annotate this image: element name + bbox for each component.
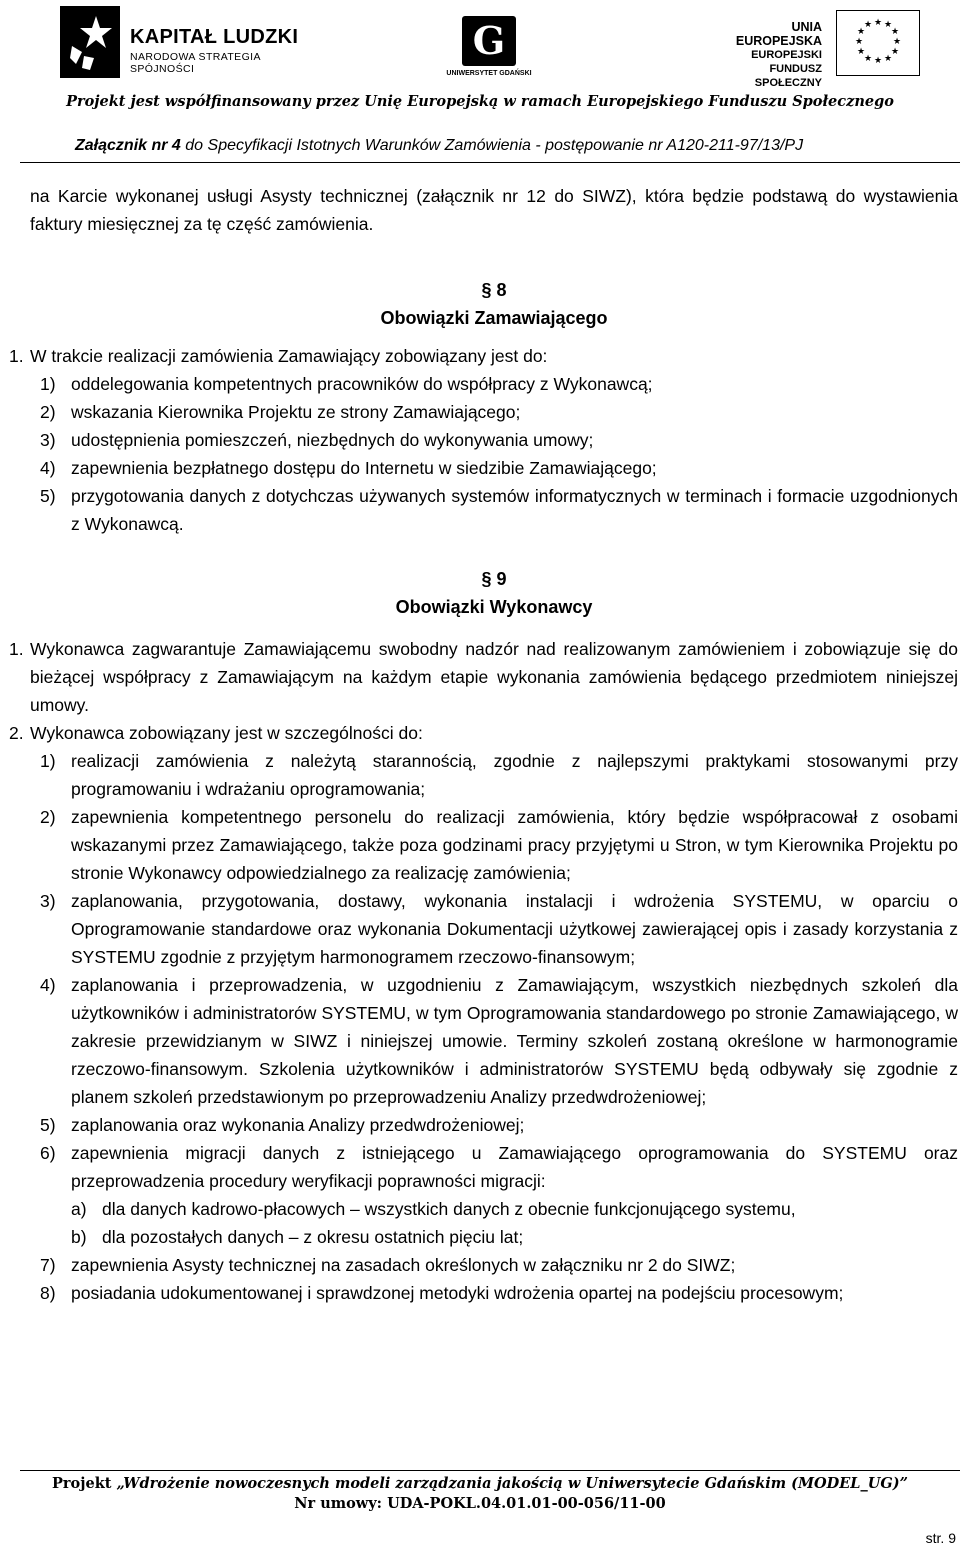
footer-divider — [20, 1470, 960, 1471]
svg-text:★: ★ — [873, 56, 883, 66]
eu-text — [706, 20, 822, 90]
list-item-number: 6) — [40, 1143, 56, 1163]
list-item-number: 8) — [40, 1283, 56, 1303]
list-item-text: wskazania Kierownika Projektu ze strony Zamawiającego; — [71, 402, 521, 422]
section9-title: Obowiązki Wykonawcy — [395, 597, 593, 617]
list-item-number: b) — [71, 1227, 87, 1247]
document-body — [9, 182, 958, 1307]
section9-list-item — [40, 971, 958, 1111]
annex-line — [75, 137, 803, 155]
section8-title: Obowiązki Zamawiającego — [380, 308, 608, 328]
ug-emblem-icon — [446, 14, 532, 70]
list-item-number: 5) — [40, 486, 56, 506]
header-divider — [20, 162, 960, 163]
section8-paragraph1 — [9, 342, 958, 370]
cofinancing-note: Projekt jest współfinansowany przez Unię Europejską w ramach Europejskiego Funduszu Społecznego — [66, 93, 894, 110]
paragraph-number: 1. — [9, 639, 24, 659]
list-item-number: a) — [71, 1199, 87, 1219]
section9-list-item — [40, 1139, 958, 1195]
section9-sub-list-item — [71, 1223, 958, 1251]
section8-list-item — [40, 454, 958, 482]
list-item-number: 2) — [40, 807, 56, 827]
section9-paragraph2 — [9, 719, 958, 747]
list-item-number: 2) — [40, 402, 56, 422]
ug-name: UNIWERSYTET GDAŃSKI — [446, 70, 532, 77]
list-item-text: dla danych kadrowo-płacowych – wszystkich danych z obecnie funkcjonującego systemu, — [102, 1199, 796, 1219]
svg-text:★: ★ — [856, 27, 866, 37]
annex-label: Załącznik nr 4 — [75, 137, 181, 154]
paragraph-number: 2. — [9, 723, 24, 743]
kapital-ludzki-logo — [62, 6, 322, 78]
section9-number: § 9 — [481, 569, 507, 589]
list-item-text: oddelegowania kompetentnych pracowników do współpracy z Wykonawcą; — [71, 374, 653, 394]
svg-text:★: ★ — [854, 37, 864, 47]
list-item-text: zapewnienia migracji danych z istniejącego u Zamawiającego oprogramowania do SYSTEMU oraz przeprowadzenia procedury weryfikacji poprawności migracji: — [71, 1143, 958, 1191]
kapital-ludzki-subtitle: NARODOWA STRATEGIA SPÓJNOŚCI — [130, 51, 261, 75]
paragraph-text: Wykonawca zobowiązany jest w szczególności do: — [30, 723, 423, 743]
list-item-number: 3) — [40, 430, 56, 450]
paragraph-number: 1. — [9, 346, 24, 366]
list-item-number: 7) — [40, 1255, 56, 1275]
eu-logo — [706, 10, 920, 89]
list-item-text: zapewnienia Asysty technicznej na zasadach określonych w załączniku nr 2 do SIWZ; — [71, 1255, 736, 1275]
list-item-text: zapewnienia kompetentnego personelu do realizacji zamówienia, który będzie współpracował z osobami wskazanymi przez Zamawiającego, także poza godzinami pracy przyjętymi u Stron, w tym Kierownika Projektu po stronie Wykonawcy odpowiedzialnego za realizację zamówienia; — [71, 807, 958, 883]
kapital-ludzki-star-icon — [60, 6, 120, 78]
section9-paragraph1 — [9, 635, 958, 719]
footer-project-name: „Wdrożenie nowoczesnych modeli zarządzania jakością w Uniwersytecie Gdańskim (MODEL_UG)” — [116, 1475, 908, 1492]
svg-text:★: ★ — [873, 18, 883, 28]
eu-line1: UNIA EUROPEJSKA — [735, 20, 822, 48]
eu-flag-icon — [836, 10, 920, 76]
footer-project-prefix: Projekt — [52, 1475, 117, 1492]
section9-list-item — [40, 747, 958, 803]
list-item-text: realizacji zamówienia z należytą starannością, zgodnie z najlepszymi praktykami stosowanymi przy programowaniu i wdrażaniu oprogramowania; — [71, 751, 958, 799]
list-item-number: 1) — [40, 374, 56, 394]
list-item-text: przygotowania danych z dotychczas używanych systemów informatycznych w terminach i formacie uzgodnionych z Wykonawcą. — [71, 486, 958, 534]
page-number: str. 9 — [925, 1530, 956, 1546]
eu-line3: FUNDUSZ SPOŁECZNY — [754, 63, 822, 89]
annex-reference: do Specyfikacji Istotnych Warunków Zamówienia - postępowanie nr A120-211-97/13/PJ — [180, 137, 804, 154]
section8-number: § 8 — [481, 280, 507, 300]
list-item-number: 5) — [40, 1115, 56, 1135]
section8-list-item — [40, 482, 958, 538]
svg-text:★: ★ — [856, 47, 866, 57]
kapital-ludzki-title: KAPITAŁ LUDZKI — [130, 26, 299, 48]
header-logos — [0, 0, 960, 90]
section9-sub-list-item — [71, 1195, 958, 1223]
intro-paragraph: na Karcie wykonanej usługi Asysty technicznej (załącznik nr 12 do SIWZ), która będzie podstawą do wystawienia faktury miesięcznej za tę część zamówienia. — [30, 186, 958, 234]
list-item-text: dla pozostałych danych – z okresu ostatnich pięciu lat; — [102, 1227, 524, 1247]
list-item-number: 3) — [40, 891, 56, 911]
section8-list-item — [40, 398, 958, 426]
svg-text:★: ★ — [890, 47, 900, 57]
list-item-text: zaplanowania i przeprowadzenia, w uzgodnieniu z Zamawiającym, wszystkich niezbędnych szkoleń dla użytkowników i administratorów SYSTEMU, w tym Oprogramowania standardowego po stronie Zamawiającego, w zakresie przewidzianym w SIWZ i niniejszej umowie. Terminy szkoleń zostaną określone w harmonogramie rzeczowo-finansowym. Szkolenia użytkowników i administratorów SYSTEMU będą odbywały się zgodnie z planem szkoleń przedstawionym po przeprowadzeniu Analizy przedwdrożeniowej; — [71, 975, 958, 1107]
list-item-number: 1) — [40, 751, 56, 771]
footer-project — [0, 1474, 960, 1494]
list-item-number: 4) — [40, 975, 56, 995]
svg-text:G: G — [472, 18, 506, 63]
section8-list-item — [40, 370, 958, 398]
list-item-text: posiadania udokumentowanej i sprawdzonej metodyki wdrożenia opartej na podejściu procesowym; — [71, 1283, 844, 1303]
paragraph-text: Wykonawca zagwarantuje Zamawiającemu swobodny nadzór nad realizowanym zamówieniem i zobowiązuje się do bieżącej współpracy z Zamawiającym na każdym etapie wykonania zamówienia będącego przedmiotem niniejszej umowy. — [30, 639, 958, 715]
section9-list-item — [40, 887, 958, 971]
list-item-text: zaplanowania oraz wykonania Analizy przedwdrożeniowej; — [71, 1115, 525, 1135]
svg-text:★: ★ — [883, 20, 893, 30]
section9-list-item — [40, 803, 958, 887]
svg-text:★: ★ — [892, 37, 902, 47]
list-item-text: udostępnienia pomieszczeń, niezbędnych do wykonywania umowy; — [71, 430, 594, 450]
eu-line2: EUROPEJSKI — [751, 49, 822, 61]
ug-logo — [446, 14, 532, 84]
svg-text:★: ★ — [890, 27, 900, 37]
list-item-text: zapewnienia bezpłatnego dostępu do Internetu w siedzibie Zamawiającego; — [71, 458, 657, 478]
section9-list-item — [40, 1251, 958, 1279]
footer — [0, 1474, 960, 1514]
footer-contract-number: Nr umowy: UDA-POKL.04.01.01-00-056/11-00 — [294, 1495, 666, 1512]
svg-text:★: ★ — [863, 20, 873, 30]
list-item-number: 4) — [40, 458, 56, 478]
section8-list-item — [40, 426, 958, 454]
section9-list-item — [40, 1111, 958, 1139]
paragraph-text: W trakcie realizacji zamówienia Zamawiający zobowiązany jest do: — [30, 346, 548, 366]
svg-text:★: ★ — [883, 54, 893, 64]
section9-list-item — [40, 1279, 958, 1307]
list-item-text: zaplanowania, przygotowania, dostawy, wykonania instalacji i wdrożenia SYSTEMU, w oparciu o Oprogramowanie standardowe oraz wykonania Dokumentacji użytkowej zawierającej opis i zasady korzystania z SYSTEMU zgodnie z przyjętym harmonogramem rzeczowo-finansowym; — [71, 891, 958, 967]
svg-text:★: ★ — [863, 54, 873, 64]
